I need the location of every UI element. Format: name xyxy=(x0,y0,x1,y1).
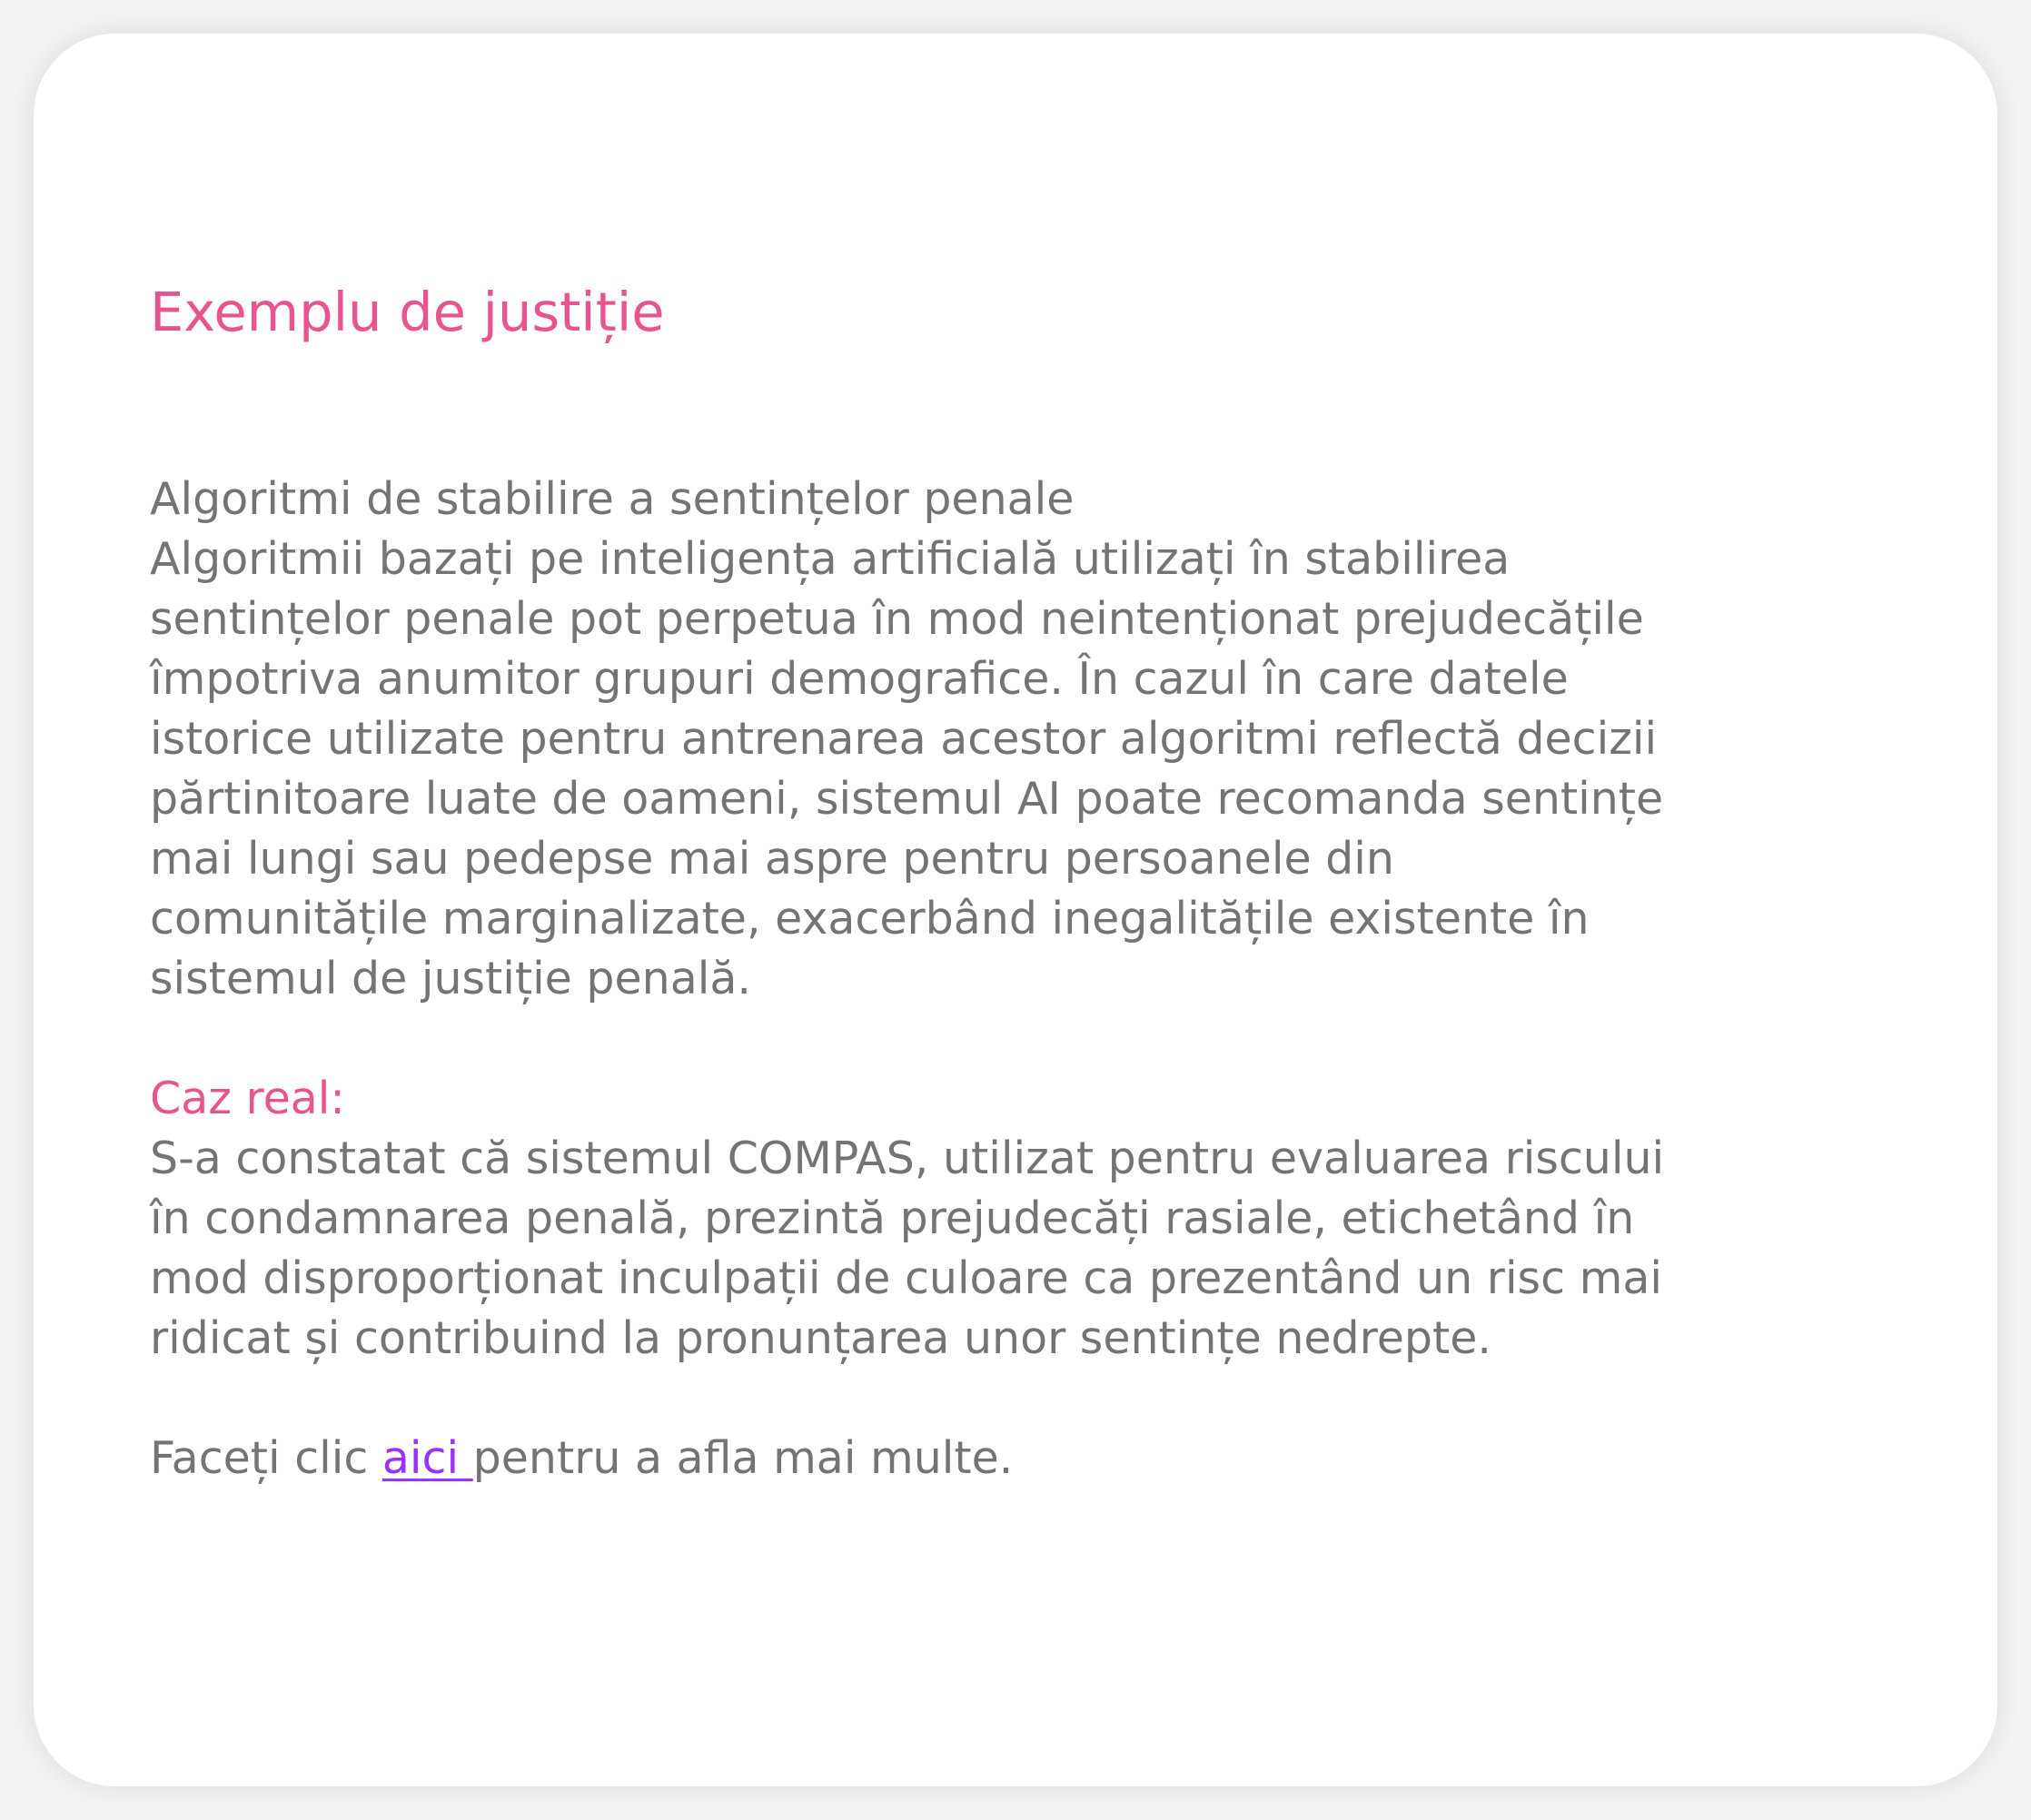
info-card xyxy=(34,34,1997,1786)
learn-more-link[interactable]: aici xyxy=(381,1432,473,1484)
cta-suffix: pentru a afla mai multe. xyxy=(472,1432,1014,1484)
case-line: ridicat și contribuind la pronunțarea unor sentințe nedrepte. xyxy=(150,1312,1491,1364)
description-line: sistemul de justiție penală. xyxy=(150,953,751,1004)
spacer xyxy=(150,1369,1897,1429)
cta-prefix: Faceți clic xyxy=(150,1432,382,1484)
cta-line xyxy=(150,1429,1897,1489)
description-line: comunitățile marginalizate, exacerbând inegalitățile existente în xyxy=(150,893,1590,945)
description-line: împotriva anumitor grupuri demografice. În cazul în care datele xyxy=(150,653,1569,705)
description-line: Algoritmii bazați pe inteligența artificială utilizați în stabilirea xyxy=(150,533,1511,585)
card-title: Exemplu de justiție xyxy=(150,281,665,343)
section-heading: Algoritmi de stabilire a sentințelor penale xyxy=(150,473,1075,525)
description-line: istorice utilizate pentru antrenarea acestor algoritmi reflectă decizii xyxy=(150,713,1658,765)
case-line: mod disproporționat inculpații de culoare ca prezentând un risc mai xyxy=(150,1252,1662,1304)
description-line: părtinitoare luate de oameni, sistemul AI poate recomanda sentințe xyxy=(150,773,1664,825)
case-line: S-a constatat că sistemul COMPAS, utilizat pentru evaluarea riscului xyxy=(150,1133,1665,1184)
case-line: în condamnarea penală, prezintă prejudecăți rasiale, etichetând în xyxy=(150,1192,1635,1244)
description-line: sentințelor penale pot perpetua în mod neintenționat prejudecățile xyxy=(150,593,1644,645)
description-line: mai lungi sau pedepse mai aspre pentru persoanele din xyxy=(150,833,1394,885)
card-body xyxy=(150,470,1897,1489)
case-label: Caz real: xyxy=(150,1073,345,1124)
spacer xyxy=(150,1009,1897,1069)
